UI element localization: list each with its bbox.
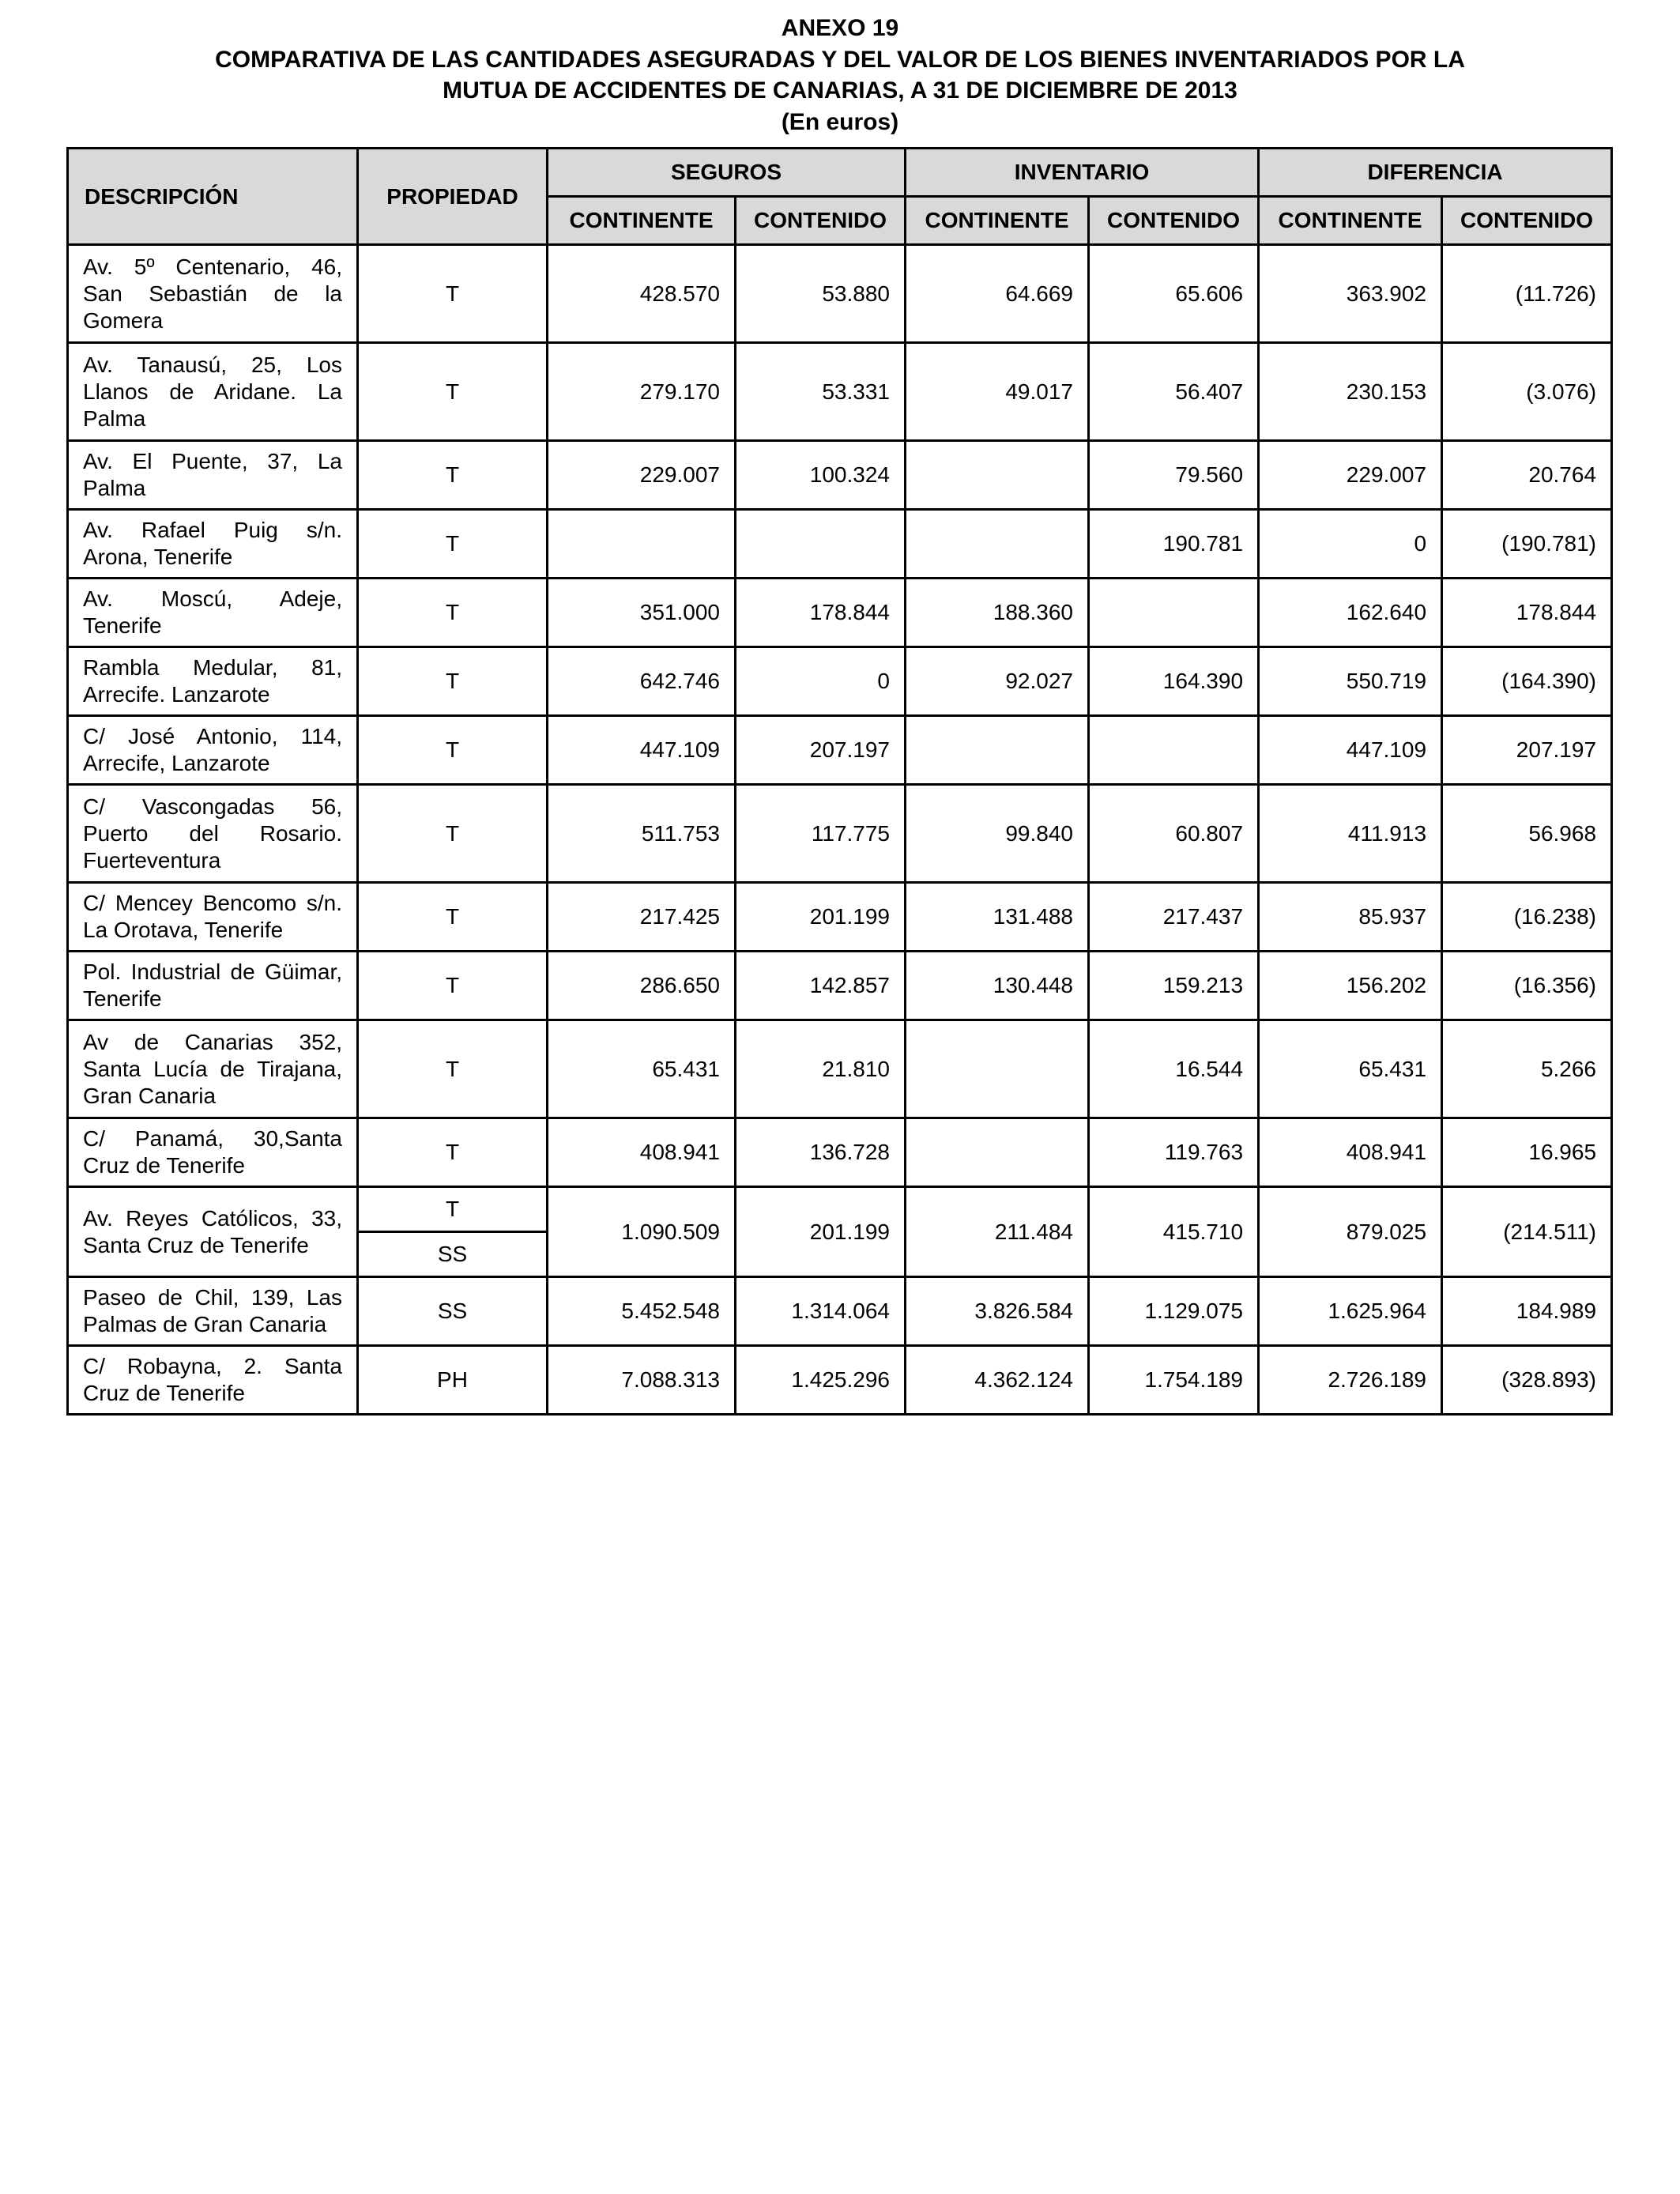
cell-diferencia-continente: 2.726.189 — [1259, 1346, 1442, 1415]
cell-diferencia-continente: 65.431 — [1259, 1020, 1442, 1118]
cell-diferencia-contenido: 16.965 — [1442, 1118, 1612, 1187]
table-row — [68, 1277, 1612, 1346]
header-diferencia-continente: CONTINENTE — [1259, 197, 1442, 245]
cell-propiedad: SS — [358, 1232, 548, 1277]
cell-propiedad: T — [358, 343, 548, 441]
cell-seguros-continente: 351.000 — [548, 579, 736, 647]
cell-inventario-contenido: 65.606 — [1089, 245, 1259, 343]
cell-inventario-continente — [906, 441, 1089, 510]
cell-propiedad: T — [358, 785, 548, 883]
cell-descripcion: Av. Tanausú, 25, Los Llanos de Aridane. La Palma — [68, 343, 358, 441]
cell-inventario-continente: 99.840 — [906, 785, 1089, 883]
cell-seguros-contenido: 21.810 — [736, 1020, 906, 1118]
cell-descripcion: C/ José Antonio, 114, Arrecife, Lanzarote — [68, 716, 358, 785]
cell-seguros-contenido: 53.331 — [736, 343, 906, 441]
cell-diferencia-contenido: (328.893) — [1442, 1346, 1612, 1415]
header-seguros-continente: CONTINENTE — [548, 197, 736, 245]
cell-diferencia-contenido: 20.764 — [1442, 441, 1612, 510]
cell-descripcion: Av. Reyes Católicos, 33, Santa Cruz de Tenerife — [68, 1187, 358, 1277]
cell-diferencia-contenido: 207.197 — [1442, 716, 1612, 785]
document-title-line-2: MUTUA DE ACCIDENTES DE CANARIAS, A 31 DE DICIEMBRE DE 2013 — [443, 77, 1237, 104]
header-descripcion: DESCRIPCIÓN — [68, 149, 358, 245]
cell-diferencia-contenido: 184.989 — [1442, 1277, 1612, 1346]
header-inventario-continente: CONTINENTE — [906, 197, 1089, 245]
cell-inventario-continente — [906, 1020, 1089, 1118]
cell-diferencia-contenido: (190.781) — [1442, 510, 1612, 579]
cell-inventario-continente: 211.484 — [906, 1187, 1089, 1277]
cell-inventario-contenido: 60.807 — [1089, 785, 1259, 883]
header-seguros: SEGUROS — [548, 149, 906, 197]
cell-propiedad: T — [358, 441, 548, 510]
cell-descripcion: Av. Rafael Puig s/n. Arona, Tenerife — [68, 510, 358, 579]
cell-diferencia-continente: 879.025 — [1259, 1187, 1442, 1277]
cell-inventario-contenido: 164.390 — [1089, 647, 1259, 716]
cell-propiedad: T — [358, 1187, 548, 1232]
cell-seguros-contenido: 142.857 — [736, 952, 906, 1020]
cell-inventario-continente: 130.448 — [906, 952, 1089, 1020]
cell-inventario-contenido — [1089, 579, 1259, 647]
cell-seguros-continente: 279.170 — [548, 343, 736, 441]
cell-inventario-contenido: 79.560 — [1089, 441, 1259, 510]
cell-inventario-continente — [906, 716, 1089, 785]
cell-seguros-contenido: 201.199 — [736, 883, 906, 952]
cell-propiedad: T — [358, 952, 548, 1020]
table-row — [68, 343, 1612, 441]
cell-seguros-continente: 65.431 — [548, 1020, 736, 1118]
cell-propiedad: SS — [358, 1277, 548, 1346]
cell-inventario-continente — [906, 510, 1089, 579]
cell-seguros-continente — [548, 510, 736, 579]
table-row — [68, 1118, 1612, 1187]
cell-inventario-continente: 49.017 — [906, 343, 1089, 441]
cell-propiedad: T — [358, 579, 548, 647]
cell-descripcion: Av de Canarias 352, Santa Lucía de Tirajana, Gran Canaria — [68, 1020, 358, 1118]
cell-inventario-continente: 188.360 — [906, 579, 1089, 647]
cell-descripcion: Av. Moscú, Adeje, Tenerife — [68, 579, 358, 647]
cell-diferencia-continente: 230.153 — [1259, 343, 1442, 441]
cell-diferencia-contenido: 5.266 — [1442, 1020, 1612, 1118]
cell-seguros-continente: 7.088.313 — [548, 1346, 736, 1415]
cell-seguros-continente: 511.753 — [548, 785, 736, 883]
cell-inventario-contenido — [1089, 716, 1259, 785]
cell-propiedad: T — [358, 1118, 548, 1187]
cell-inventario-contenido: 16.544 — [1089, 1020, 1259, 1118]
table-row — [68, 579, 1612, 647]
cell-propiedad: T — [358, 716, 548, 785]
header-propiedad: PROPIEDAD — [358, 149, 548, 245]
cell-inventario-continente: 64.669 — [906, 245, 1089, 343]
cell-seguros-contenido: 178.844 — [736, 579, 906, 647]
cell-seguros-contenido: 117.775 — [736, 785, 906, 883]
cell-diferencia-continente: 550.719 — [1259, 647, 1442, 716]
header-seguros-contenido: CONTENIDO — [736, 197, 906, 245]
cell-inventario-contenido: 159.213 — [1089, 952, 1259, 1020]
cell-propiedad: T — [358, 1020, 548, 1118]
cell-descripcion: C/ Robayna, 2. Santa Cruz de Tenerife — [68, 1346, 358, 1415]
cell-seguros-contenido: 1.314.064 — [736, 1277, 906, 1346]
cell-inventario-continente — [906, 1118, 1089, 1187]
table-row — [68, 952, 1612, 1020]
cell-diferencia-continente: 411.913 — [1259, 785, 1442, 883]
cell-diferencia-continente: 0 — [1259, 510, 1442, 579]
cell-descripcion: C/ Vascongadas 56, Puerto del Rosario. Fuerteventura — [68, 785, 358, 883]
cell-diferencia-contenido: (3.076) — [1442, 343, 1612, 441]
table-row — [68, 441, 1612, 510]
table-row — [68, 883, 1612, 952]
cell-seguros-contenido — [736, 510, 906, 579]
cell-descripcion: Paseo de Chil, 139, Las Palmas de Gran Canaria — [68, 1277, 358, 1346]
cell-descripcion: Pol. Industrial de Güimar, Tenerife — [68, 952, 358, 1020]
document-title-line-1: COMPARATIVA DE LAS CANTIDADES ASEGURADAS Y DEL VALOR DE LOS BIENES INVENTARIADOS POR LA — [215, 47, 1465, 73]
cell-seguros-contenido: 136.728 — [736, 1118, 906, 1187]
cell-diferencia-contenido: 178.844 — [1442, 579, 1612, 647]
annex-number: ANEXO 19 — [781, 15, 899, 41]
cell-propiedad: PH — [358, 1346, 548, 1415]
cell-diferencia-contenido: (164.390) — [1442, 647, 1612, 716]
cell-inventario-continente: 92.027 — [906, 647, 1089, 716]
header-diferencia: DIFERENCIA — [1259, 149, 1612, 197]
cell-seguros-contenido: 0 — [736, 647, 906, 716]
cell-descripcion: C/ Panamá, 30,Santa Cruz de Tenerife — [68, 1118, 358, 1187]
cell-inventario-contenido: 56.407 — [1089, 343, 1259, 441]
cell-propiedad: T — [358, 245, 548, 343]
table-row-split-top — [68, 1187, 1612, 1232]
cell-inventario-continente: 3.826.584 — [906, 1277, 1089, 1346]
cell-diferencia-contenido: (16.356) — [1442, 952, 1612, 1020]
table-row — [68, 1346, 1612, 1415]
cell-inventario-continente: 131.488 — [906, 883, 1089, 952]
table-row — [68, 1020, 1612, 1118]
cell-inventario-continente: 4.362.124 — [906, 1346, 1089, 1415]
table-row — [68, 245, 1612, 343]
cell-diferencia-contenido: (214.511) — [1442, 1187, 1612, 1277]
cell-inventario-contenido: 119.763 — [1089, 1118, 1259, 1187]
cell-diferencia-contenido: (16.238) — [1442, 883, 1612, 952]
cell-seguros-continente: 5.452.548 — [548, 1277, 736, 1346]
table-row — [68, 716, 1612, 785]
cell-seguros-continente: 428.570 — [548, 245, 736, 343]
cell-diferencia-continente: 156.202 — [1259, 952, 1442, 1020]
cell-inventario-contenido: 415.710 — [1089, 1187, 1259, 1277]
cell-seguros-continente: 1.090.509 — [548, 1187, 736, 1277]
table-row — [68, 647, 1612, 716]
cell-diferencia-continente: 85.937 — [1259, 883, 1442, 952]
cell-diferencia-contenido: (11.726) — [1442, 245, 1612, 343]
cell-seguros-contenido: 201.199 — [736, 1187, 906, 1277]
cell-seguros-continente: 447.109 — [548, 716, 736, 785]
cell-seguros-contenido: 207.197 — [736, 716, 906, 785]
cell-seguros-contenido: 53.880 — [736, 245, 906, 343]
table-row — [68, 510, 1612, 579]
units-note: (En euros) — [781, 109, 899, 135]
header-inventario-contenido: CONTENIDO — [1089, 197, 1259, 245]
cell-seguros-contenido: 100.324 — [736, 441, 906, 510]
header-row-1 — [68, 149, 1612, 197]
cell-inventario-contenido: 1.754.189 — [1089, 1346, 1259, 1415]
header-diferencia-contenido: CONTENIDO — [1442, 197, 1612, 245]
cell-diferencia-continente: 1.625.964 — [1259, 1277, 1442, 1346]
cell-diferencia-continente: 363.902 — [1259, 245, 1442, 343]
cell-inventario-contenido: 190.781 — [1089, 510, 1259, 579]
cell-diferencia-continente: 408.941 — [1259, 1118, 1442, 1187]
cell-seguros-continente: 642.746 — [548, 647, 736, 716]
cell-descripcion: Av. El Puente, 37, La Palma — [68, 441, 358, 510]
cell-descripcion: Av. 5º Centenario, 46, San Sebastián de la Gomera — [68, 245, 358, 343]
cell-diferencia-contenido: 56.968 — [1442, 785, 1612, 883]
cell-seguros-continente: 286.650 — [548, 952, 736, 1020]
cell-diferencia-continente: 229.007 — [1259, 441, 1442, 510]
cell-seguros-contenido: 1.425.296 — [736, 1346, 906, 1415]
cell-inventario-contenido: 1.129.075 — [1089, 1277, 1259, 1346]
comparison-table — [66, 147, 1613, 1416]
cell-propiedad: T — [358, 883, 548, 952]
cell-seguros-continente: 229.007 — [548, 441, 736, 510]
cell-propiedad: T — [358, 510, 548, 579]
cell-seguros-continente: 217.425 — [548, 883, 736, 952]
cell-propiedad: T — [358, 647, 548, 716]
cell-diferencia-continente: 162.640 — [1259, 579, 1442, 647]
cell-descripcion: Rambla Medular, 81, Arrecife. Lanzarote — [68, 647, 358, 716]
cell-descripcion: C/ Mencey Bencomo s/n. La Orotava, Tenerife — [68, 883, 358, 952]
cell-diferencia-continente: 447.109 — [1259, 716, 1442, 785]
cell-seguros-continente: 408.941 — [548, 1118, 736, 1187]
cell-inventario-contenido: 217.437 — [1089, 883, 1259, 952]
header-inventario: INVENTARIO — [906, 149, 1259, 197]
table-row — [68, 785, 1612, 883]
